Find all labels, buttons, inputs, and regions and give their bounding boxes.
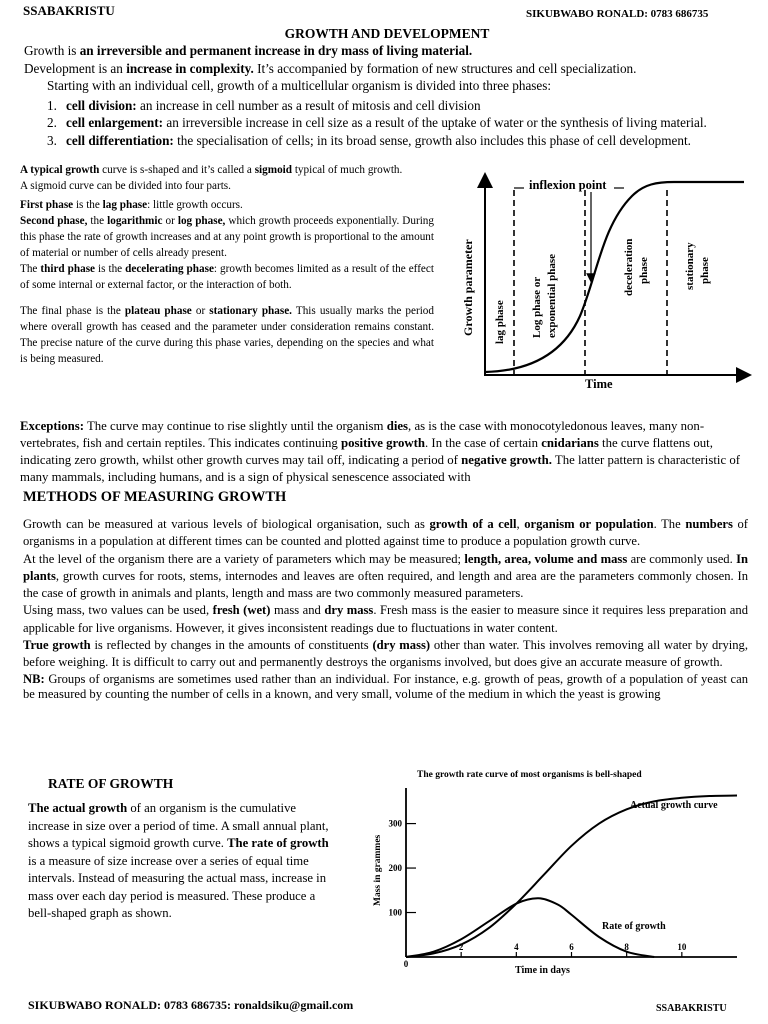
series-label-rate: Rate of growth — [602, 921, 666, 932]
sigmoid-p6: The final phase is the plateau phase or stationary phase. This usually marks the period where overall growth has ceased and the parameter under consideration remains constant. The precise nature of the curve during this phase varies, depending on the species and what is being measured. — [20, 305, 434, 365]
chart-title: The growth rate curve of most organisms is bell-shaped — [417, 770, 642, 780]
inflexion-label: inflexion point — [529, 178, 607, 192]
y-axis-label: Growth parameter — [461, 239, 475, 336]
phases-list — [20, 97, 750, 150]
x-tick-label: 2 — [458, 942, 464, 952]
x-tick-label: 6 — [569, 942, 574, 952]
methods-body — [23, 516, 748, 703]
label-log-phase-2: exponential phase — [546, 253, 558, 338]
series-line-actual-growth — [406, 796, 737, 957]
y-tick-label: 100 — [388, 907, 402, 918]
x-tick-label: 10 — [677, 942, 687, 952]
phase-item: 1. cell division: an increase in cell number as a result of mitosis and cell division — [47, 97, 481, 113]
y-tick-label: 300 — [388, 818, 402, 829]
x-axis-label: Time — [585, 377, 613, 391]
methods-p4: True growth is reflected by changes in the amounts of constituents (dry mass) other than water. This involves removing all water by drying, before weighing. It is difficult to carry out and permanently destroys the organisms involved, but does give an accurate measure of growth. — [23, 638, 748, 670]
methods-p1: Growth can be measured at various levels of biological organisation, such as growth of a cell, organism or population. The numbers of organisms in a population at different times can be counted and plotted against time to produce a population growth curve. — [23, 517, 748, 549]
phase-item: 2. cell enlargement: an irreversible increase in cell size as a result of the uptake of water or the synthesis of living material. — [47, 115, 707, 130]
y-tick-label: 200 — [388, 863, 402, 874]
x-tick-label: 0 — [403, 959, 409, 969]
rate-title: RATE OF GROWTH — [48, 776, 174, 791]
methods-p5: NB: Groups of organisms are sometimes used rather than an individual. For instance, e.g. growth of peas, growth of a population of yeast can be measured by counting the number of cells in a known, and very small, volume of the medium in which the yeast is growing — [23, 671, 748, 702]
exceptions-paragraph: Exceptions: The curve may continue to rise slightly until the organism dies, as is the case with monocotyledonous leaves, many non-vertebrates, fish and certain reptiles. This indicates continuing positive growth. In the case of certain cnidarians the curve flattens out, indicating zero growth, whilst other growth curves may tail off, indicating a period of negative growth. The latter pattern is characteristic of many mammals, including humans, and is a sign of physical senescence associated with — [20, 419, 740, 484]
sigmoid-description — [20, 162, 434, 367]
label-deceleration-2: phase — [638, 257, 650, 284]
header-left: SSABAKRISTU — [23, 3, 115, 18]
methods-p3: Using mass, two values can be used, fresh (wet) mass and dry mass. Fresh mass is the easier to measure since it requires less preparation and applicable for live organisms. However, it gives inconsistent readings due to fluctuations in water content. — [23, 603, 748, 635]
series-label-actual: Actual growth curve — [630, 800, 718, 811]
rate-body: The actual growth of an organism is the cumulative increase in size over a period of time. A small annual plant, shows a typical sigmoid growth curve. The rate of growth is a measure of size increase over a series of equal time intervals. Instead of measuring the actual mass, increase in mass over each day period is measured. These produce a bell-shaped graph as shown. — [28, 801, 329, 920]
x-tick-label: 8 — [624, 942, 629, 952]
phase-item: 3. cell differentiation: the specialisation of cells; in its broad sense, growth also includes this phase of cell development. — [47, 132, 691, 148]
footer-left: SIKUBWABO RONALD: 0783 686735: ronaldsiku@gmail.com — [28, 998, 354, 1012]
label-log-phase-1: Log phase or — [531, 276, 543, 338]
header-right: SIKUBWABO RONALD: 0783 686735 — [526, 8, 709, 20]
development-definition: Development is an increase in complexity. It’s accompanied by formation of new structures and cell specialization. — [24, 60, 637, 76]
methods-p2: At the level of the organism there are a variety of parameters which may be measured; length, area, volume and mass are commonly used. In plants, growth curves for roots, stems, internodes and leaves are often required, and length and area are the parameters commonly chosen. In the case of growth in animals and plants, length and mass are two commonly measured parameters. — [23, 551, 748, 601]
sigmoid-diagram — [452, 166, 752, 396]
section-growth-development — [20, 26, 750, 149]
section-title: GROWTH AND DEVELOPMENT — [284, 26, 490, 41]
sigmoid-p5: The third phase is the decelerating phase: growth becomes limited as a result of the effect of some internal or external factor, or the interaction of both. — [20, 263, 434, 291]
footer-right: SSABAKRISTU — [656, 1003, 727, 1014]
label-stationary-2: phase — [699, 257, 711, 284]
growth-definition: Growth is an irreversible and permanent increase in dry mass of living material. — [24, 43, 473, 58]
sigmoid-p4: Second phase, the logarithmic or log phase, which growth proceeds exponentially. During this phase the rate of growth increases and at any point growth is proportional to the amount of material or number of cells already present. — [20, 215, 434, 259]
label-lag-phase: lag phase — [494, 300, 506, 344]
sigmoid-p2: A sigmoid curve can be divided into four parts. — [20, 180, 231, 192]
phases-intro: Starting with an individual cell, growth of a multicellular organism is divided into three phases: — [47, 78, 552, 93]
chart-y-label: Mass in grammes — [373, 834, 383, 906]
label-stationary-1: stationary — [684, 242, 696, 290]
growth-rate-chart — [362, 766, 762, 980]
sigmoid-p3: First phase is the lag phase: little growth occurs. — [20, 199, 243, 211]
methods-title: METHODS OF MEASURING GROWTH — [23, 489, 287, 505]
sigmoid-p1: A typical growth curve is s-shaped and it’s called a sigmoid typical of much growth. — [20, 164, 403, 176]
chart-x-label: Time in days — [515, 965, 570, 976]
label-deceleration-1: deceleration — [623, 238, 635, 296]
x-tick-label: 4 — [514, 942, 519, 952]
